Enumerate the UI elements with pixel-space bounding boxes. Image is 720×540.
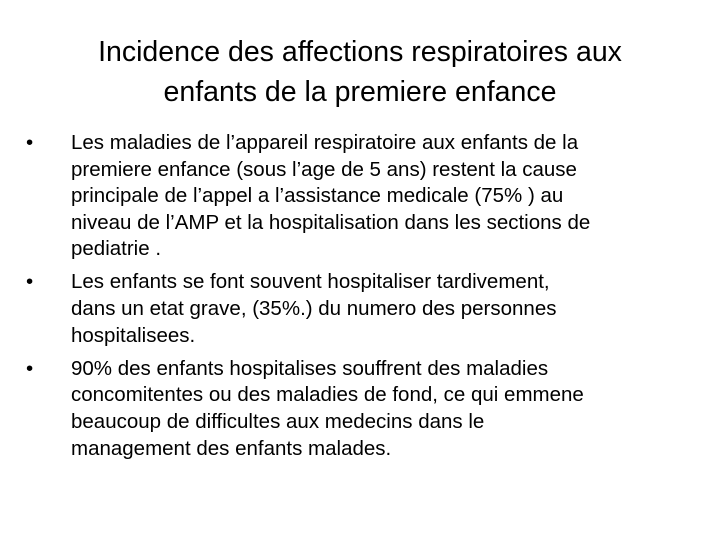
bullet-item-3 (20, 356, 700, 462)
bullet-2-line-2: dans un etat grave, (35%.) du numero des personnes (71, 297, 557, 321)
bullet-3-line-4: management des enfants malades. (71, 436, 392, 460)
bullet-3-line-2: concomitentes ou des maladies de fond, ce qui emmene (71, 383, 584, 407)
bullet-1-line-5: pediatrie . (71, 237, 162, 261)
bullet-1-line-4: niveau de l’AMP et la hospitalisation dans les sections de (71, 210, 591, 234)
bullet-dot-icon: • (26, 131, 34, 154)
bullet-item-2 (20, 269, 700, 349)
bullet-3-line-1: 90% des enfants hospitalises souffrent des maladies (71, 356, 549, 380)
bullet-list (20, 130, 700, 469)
title-line-1: Incidence des affections respiratoires aux (98, 36, 622, 68)
bullet-2-line-3: hospitalisees. (71, 323, 196, 347)
bullet-1-line-1: Les maladies de l’appareil respiratoire aux enfants de la (71, 131, 579, 154)
bullet-dot-icon: • (26, 356, 34, 380)
bullet-1-line-2: premiere enfance (sous l’age de 5 ans) restent la cause (71, 157, 577, 181)
slide-title (40, 32, 680, 112)
bullet-3-line-3: beaucoup de difficultes aux medecins dans le (71, 409, 485, 433)
bullet-2-line-1: Les enfants se font souvent hospitaliser tardivement, (71, 270, 550, 294)
bullet-1-line-3: principale de l’appel a l’assistance medicale (75% ) au (71, 184, 564, 208)
bullet-dot-icon: • (26, 270, 34, 294)
title-line-2: enfants de la premiere enfance (163, 76, 557, 108)
bullet-item-1 (20, 130, 700, 263)
